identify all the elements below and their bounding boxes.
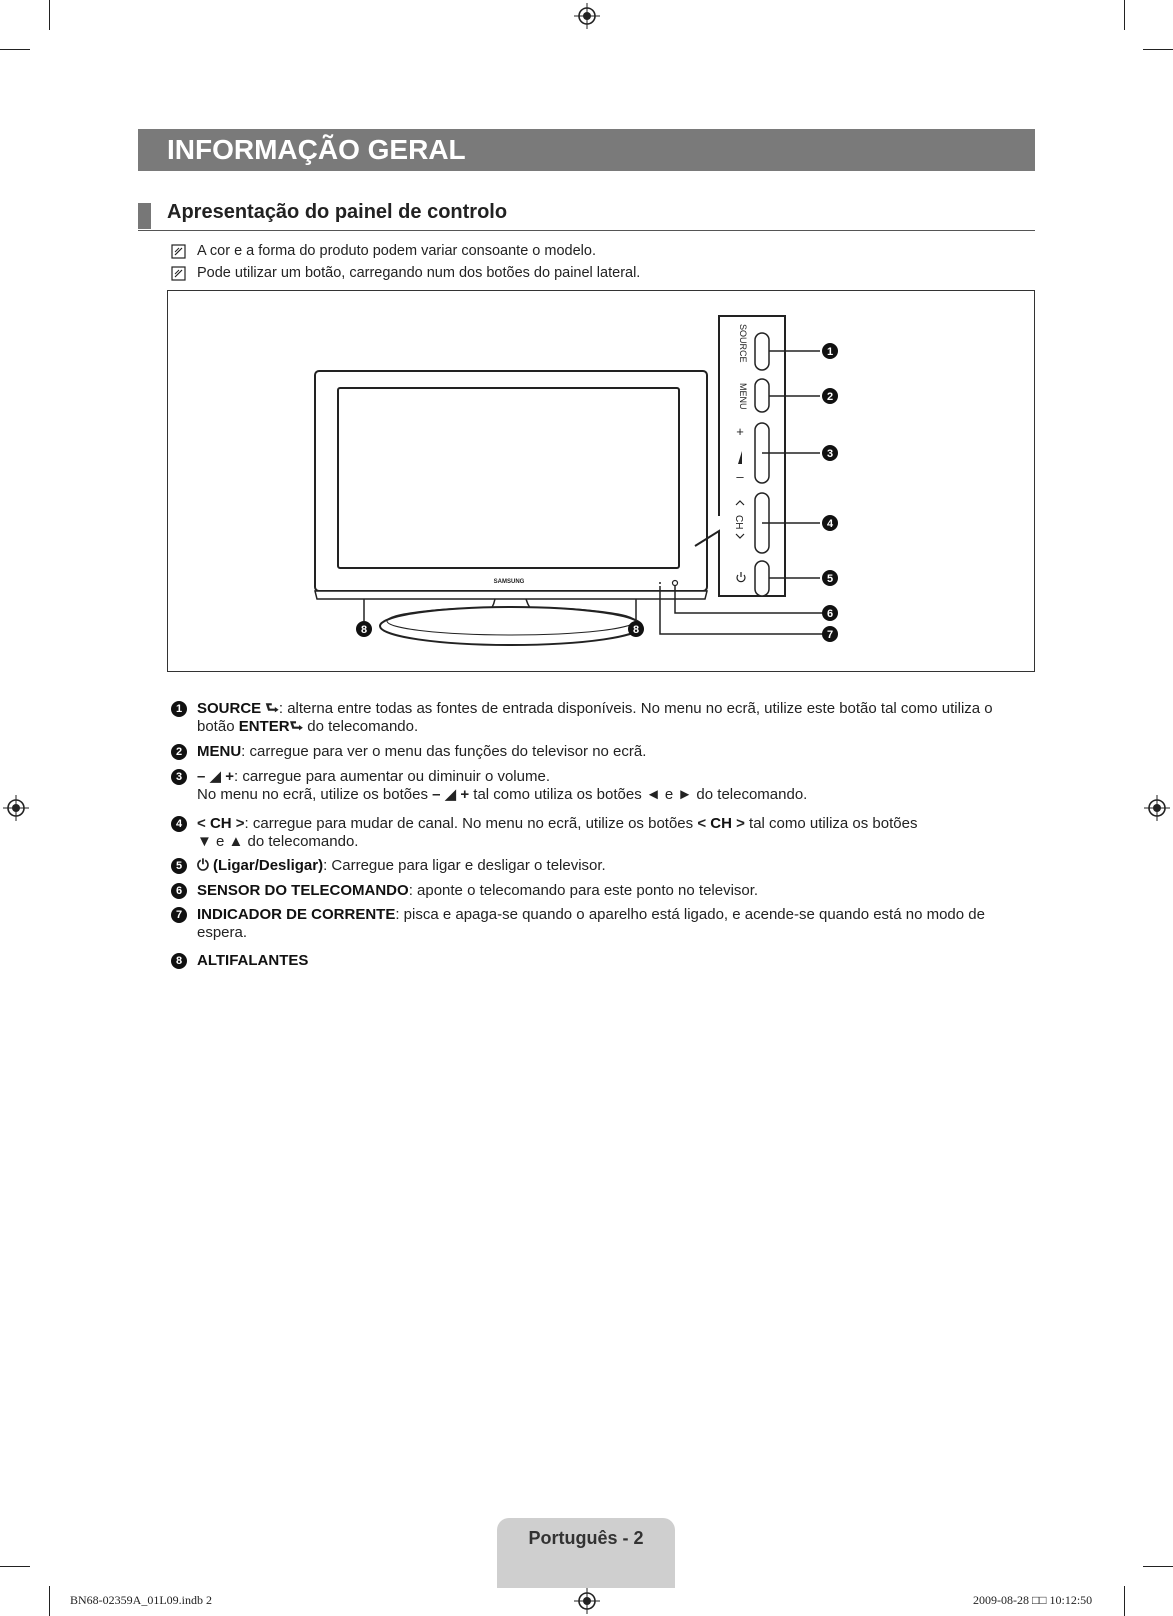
registration-mark-icon: [574, 3, 600, 29]
page-title: INFORMAÇÃO GERAL: [138, 129, 1035, 171]
section-marker: [138, 203, 151, 229]
tv-stand-base: [380, 607, 642, 645]
item-number: 3: [171, 769, 187, 785]
callout-8-right: [628, 621, 644, 637]
crop-mark: [1124, 0, 1125, 30]
item-number: 4: [171, 816, 187, 832]
volume-wedge-icon: – ◢ +: [432, 786, 470, 803]
crop-mark: [0, 49, 30, 50]
callout-5: [822, 570, 838, 586]
panel-label-source: SOURCE: [738, 324, 748, 363]
svg-text:8: 8: [360, 624, 368, 636]
svg-text:2: 2: [826, 391, 834, 403]
panel-label-plus: +: [736, 424, 744, 439]
svg-text:5: 5: [826, 573, 834, 585]
item-number: 6: [171, 883, 187, 899]
callout-4: [822, 515, 838, 531]
crop-mark: [49, 1586, 50, 1616]
page-label: Português - 2: [528, 1528, 644, 1548]
crop-mark: [49, 0, 50, 30]
tv-illustration: [168, 291, 1034, 671]
panel-button-menu: [755, 379, 769, 412]
crop-mark: [1143, 1566, 1173, 1567]
registration-mark-icon: [1144, 795, 1170, 821]
item-title: INDICADOR DE CORRENTE: [197, 906, 396, 923]
note-icon: [171, 244, 186, 259]
callout-6: [822, 605, 838, 621]
page-number-tab: [497, 1518, 675, 1588]
print-slug-left: BN68-02359A_01L09.indb 2: [70, 1593, 212, 1607]
registration-mark-icon: [574, 1588, 600, 1614]
panel-button-source: [755, 333, 769, 370]
power-icon: [737, 572, 745, 582]
chevron-right-icon: >: [235, 815, 245, 832]
chevron-left-icon: <: [697, 815, 707, 832]
callout-8-left: [356, 621, 372, 637]
item-title: MENU: [197, 743, 242, 760]
item-title: (Ligar/Desligar): [213, 857, 324, 874]
tv-brand-logo: SAMSUNG: [493, 579, 525, 585]
svg-text:8: 8: [632, 624, 640, 636]
panel-button-power: [755, 561, 769, 596]
enter-icon: ⮑: [289, 718, 304, 735]
item-title: SENSOR DO TELECOMANDO: [197, 882, 409, 899]
item-text: : pisca e apaga-se quando o aparelho está ligado, e acende-se quando está no modo de: [395, 906, 985, 923]
item-text: : alterna entre todas as fontes de entrada disponíveis. No menu no ecrã, utilize este botão tal como utiliza o: [278, 700, 993, 717]
callout-1: [822, 343, 838, 359]
svg-text:3: 3: [826, 448, 834, 460]
item-text: : carregue para aumentar ou diminuir o volume.: [233, 768, 550, 785]
tv-diagram: [167, 290, 1035, 672]
item-number: 7: [171, 907, 187, 923]
item-number: 1: [171, 701, 187, 717]
crop-mark: [1143, 49, 1173, 50]
note-text: Pode utilizar um botão, carregando num dos botões do painel lateral.: [197, 265, 641, 281]
item-text: : Carregue para ligar e desligar o televisor.: [323, 857, 606, 874]
svg-text:4: 4: [826, 518, 834, 530]
chevron-up-icon: [736, 501, 744, 505]
speaker-strip: [315, 591, 707, 599]
registration-mark-icon: [3, 795, 29, 821]
item-text: : carregue para mudar de canal. No menu no ecrã, utilize os botões: [244, 815, 694, 832]
power-icon: ⏻: [197, 857, 209, 874]
item-title: SOURCE: [197, 700, 262, 717]
item-number: 8: [171, 953, 187, 969]
item-number: 2: [171, 744, 187, 760]
item-number: 5: [171, 858, 187, 874]
chevron-left-icon: <: [197, 815, 206, 832]
volume-wedge-icon: [738, 451, 742, 464]
power-indicator: [659, 582, 661, 584]
print-slug-right: 2009-08-28 □□ 10:12:50: [973, 1593, 1093, 1607]
chevron-down-icon: [736, 534, 744, 538]
crop-mark: [0, 1566, 30, 1567]
item-title: CH: [209, 815, 232, 832]
tv-screen: [338, 388, 679, 568]
item-title: ALTIFALANTES: [197, 952, 309, 969]
item-text: : aponte o telecomando para este ponto no televisor.: [408, 882, 759, 899]
chevron-right-icon: >: [736, 815, 745, 832]
panel-label-menu: MENU: [738, 383, 748, 410]
source-input-icon: ⮑: [265, 700, 279, 717]
item-text: : carregue para ver o menu das funções do televisor no ecrã.: [241, 743, 647, 760]
callout-7: [822, 626, 838, 642]
svg-text:7: 7: [826, 629, 834, 641]
panel-label-ch: CH: [733, 515, 744, 530]
callout-3: [822, 445, 838, 461]
panel-label-minus: –: [736, 469, 744, 484]
svg-text:6: 6: [826, 608, 834, 620]
volume-wedge-icon: – ◢ +: [197, 768, 234, 785]
section-heading: [138, 201, 1035, 231]
note-icon: [171, 266, 186, 281]
note-text: A cor e a forma do produto podem variar consoante o modelo.: [197, 243, 596, 259]
callout-2: [822, 388, 838, 404]
crop-mark: [1124, 1586, 1125, 1616]
section-title: Apresentação do painel de controlo: [167, 201, 508, 223]
svg-text:1: 1: [826, 346, 834, 358]
